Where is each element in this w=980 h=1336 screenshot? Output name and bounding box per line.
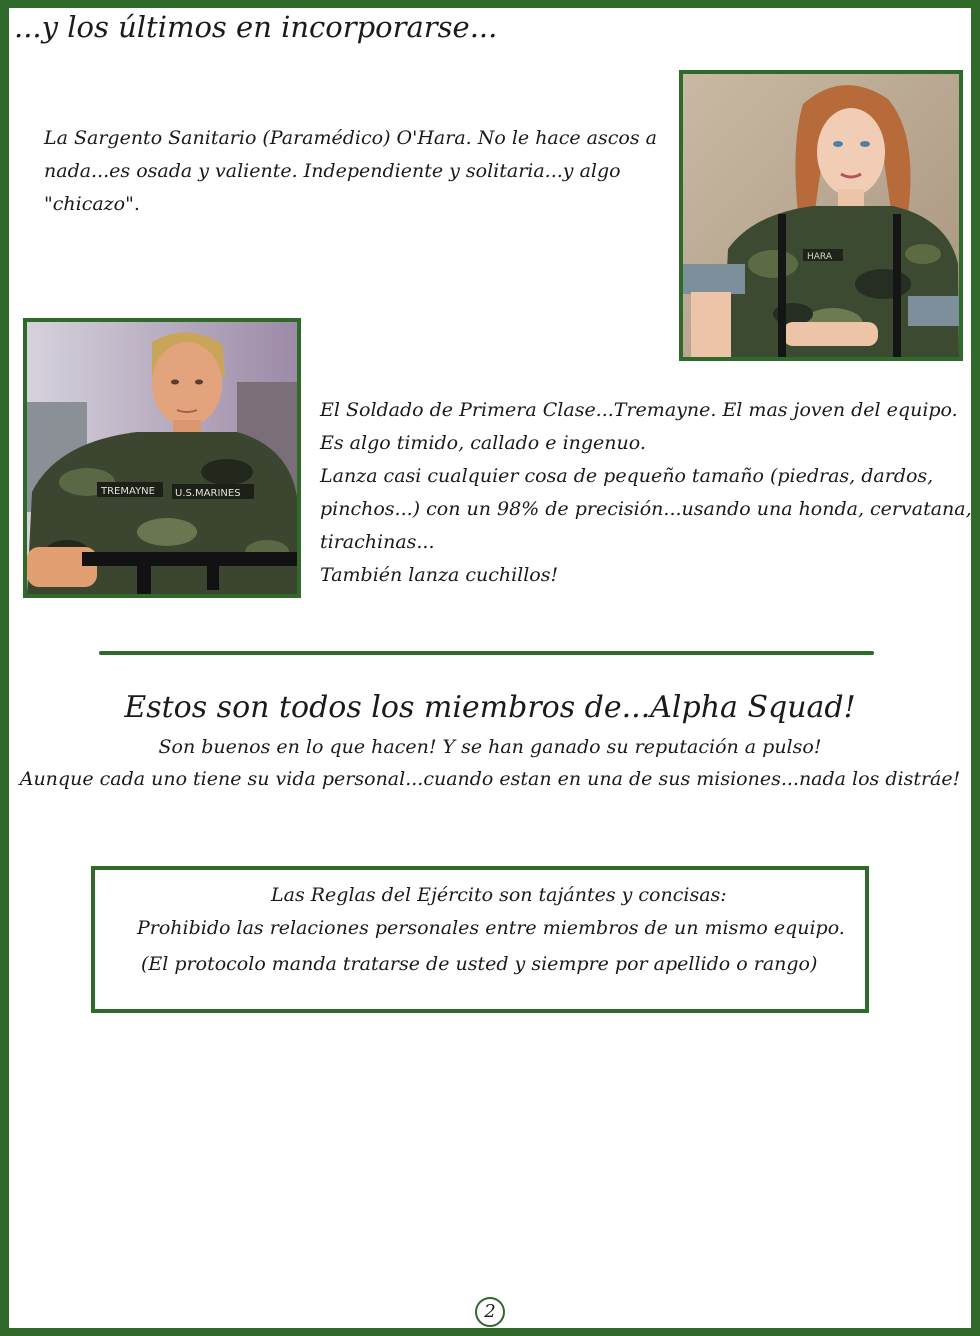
ohara-description [44,122,657,221]
rules-line-3: (El protocolo manda tratarse de usted y siempre por apellido o rango) [141,953,818,975]
ohara-line: nada...es osada y valiente. Independiente y solitaria...y algo [44,160,621,182]
branch-tag: U.S.MARINES [175,488,241,499]
closing-line-2: Aunque cada uno tiene su vida personal...cuando estan en una de sus misiones...nada los distráe! [19,768,961,790]
rules-line-1: Las Reglas del Ejército son tajántes y concisas: [271,884,727,906]
tremayne-line: El Soldado de Primera Clase...Tremayne. El mas joven del equipo. [320,399,958,421]
rules-box [91,866,869,1013]
ohara-line: La Sargento Sanitario (Paramédico) O'Hara. No le hace ascos a [44,127,657,149]
name-tag: TREMAYNE [101,486,155,497]
tremayne-line: tirachinas... [320,531,435,553]
page-number: 2 [475,1297,505,1327]
tremayne-description [320,394,972,592]
tremayne-photo [23,318,301,598]
closing-headline: Estos son todos los miembros de...Alpha Squad! [124,690,856,725]
closing-line-1: Son buenos en lo que hacen! Y se han ganado su reputación a pulso! [158,736,822,758]
ohara-photo [679,70,963,361]
svg-text:HARA: HARA [807,252,832,262]
ohara-line: "chicazo". [44,193,140,215]
page-title: ...y los últimos en incorporarse... [14,10,498,44]
male-soldier-figure-photo-icon [27,322,297,594]
tremayne-line: pinchos...) con un 98% de precisión...usando una honda, cervatana, [320,498,972,520]
female-soldier-doll-photo-icon [683,74,959,357]
rules-line-2: Prohibido las relaciones personales entre miembros de un mismo equipo. [137,917,845,939]
section-divider [99,651,874,655]
tremayne-line: También lanza cuchillos! [320,564,559,586]
tremayne-line: Es algo timido, callado e ingenuo. [320,432,646,454]
tremayne-line: Lanza casi cualquier cosa de pequeño tamaño (piedras, dardos, [320,465,934,487]
